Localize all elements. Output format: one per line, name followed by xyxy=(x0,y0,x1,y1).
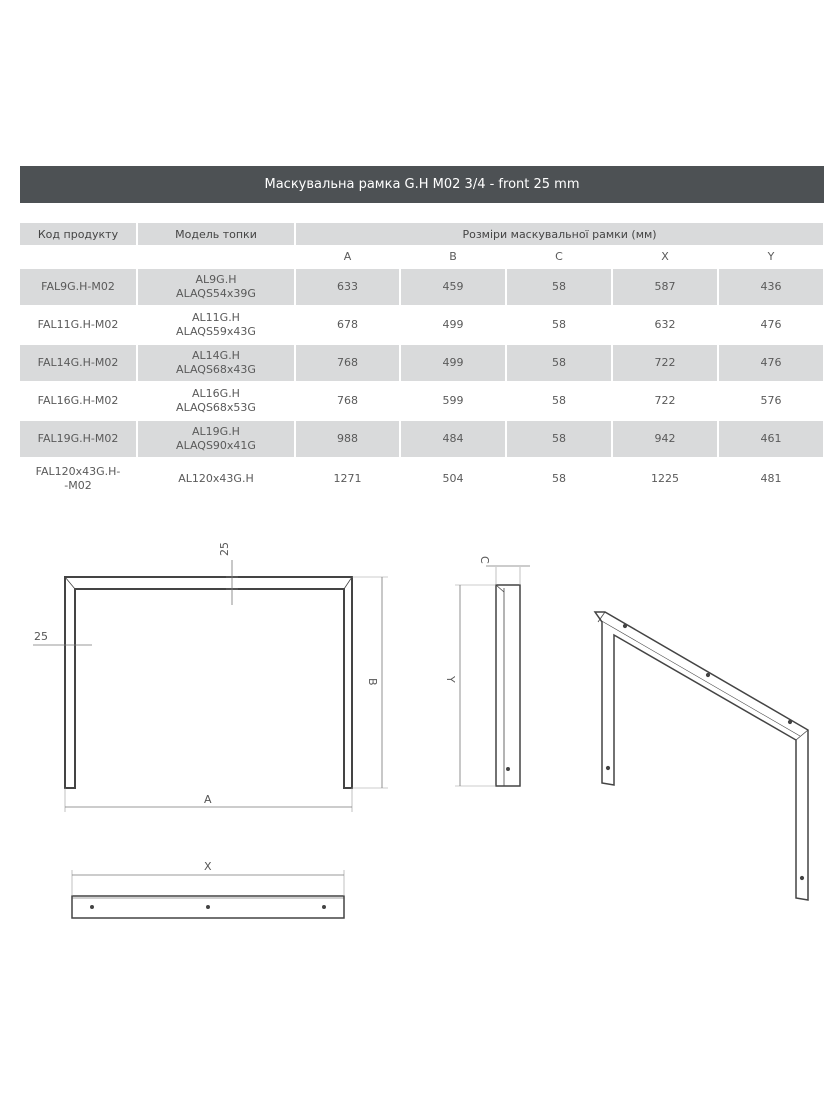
value-b: 459 xyxy=(400,268,506,306)
table-row xyxy=(20,382,824,420)
model-cell: AL120x43G.H xyxy=(137,458,295,499)
front-view-drawing xyxy=(33,560,388,812)
value-c: 58 xyxy=(506,268,612,306)
product-code: FAL9G.H-M02 xyxy=(20,268,137,306)
value-b: 499 xyxy=(400,344,506,382)
product-code: FAL19G.H-M02 xyxy=(20,420,137,458)
value-c: 58 xyxy=(506,344,612,382)
dimension-label-y: Y xyxy=(444,676,457,683)
product-code: FAL11G.H-M02 xyxy=(20,306,137,344)
technical-drawings xyxy=(0,520,840,960)
value-c: 58 xyxy=(506,306,612,344)
product-code: FAL14G.H-M02 xyxy=(20,344,137,382)
column-c: C xyxy=(555,249,563,263)
value-b: 599 xyxy=(400,382,506,420)
column-y: Y xyxy=(767,249,775,263)
value-x: 942 xyxy=(612,420,718,458)
isometric-view-drawing xyxy=(595,612,808,900)
value-x: 722 xyxy=(612,344,718,382)
value-y: 476 xyxy=(718,344,824,382)
value-x: 1225 xyxy=(612,458,718,499)
top-view-drawing xyxy=(72,870,344,918)
value-a: 1271 xyxy=(295,458,400,499)
header-product-code: Код продукту xyxy=(20,223,137,245)
value-b: 499 xyxy=(400,306,506,344)
value-c: 58 xyxy=(506,382,612,420)
value-a: 678 xyxy=(295,306,400,344)
value-c: 58 xyxy=(506,420,612,458)
dimension-label-top: 25 xyxy=(218,542,231,556)
value-x: 587 xyxy=(612,268,718,306)
value-y: 481 xyxy=(718,458,824,499)
value-a: 768 xyxy=(295,382,400,420)
value-b: 504 xyxy=(400,458,506,499)
value-x: 632 xyxy=(612,306,718,344)
model-cell: AL14G.H ALAQS68x43G xyxy=(137,344,295,382)
value-b: 484 xyxy=(400,420,506,458)
dimension-label-x: X xyxy=(204,860,212,873)
table-row xyxy=(20,268,824,306)
header-dimensions: Розміри маскувальної рамки (мм) xyxy=(295,223,824,245)
header-model: Модель топки xyxy=(137,223,295,245)
value-y: 576 xyxy=(718,382,824,420)
model-cell: AL11G.H ALAQS59x43G xyxy=(137,306,295,344)
dimension-label-c: C xyxy=(478,556,491,564)
dimension-label-b: B xyxy=(366,678,379,686)
table-row xyxy=(20,420,824,458)
value-y: 461 xyxy=(718,420,824,458)
value-a: 633 xyxy=(295,268,400,306)
table-title: Маскувальна рамка G.H M02 3/4 - front 25 mm xyxy=(20,166,824,203)
value-c: 58 xyxy=(506,458,612,499)
column-x: X xyxy=(661,249,669,263)
table-row xyxy=(20,306,824,344)
dimension-label-side: 25 xyxy=(34,630,48,643)
product-code: FAL16G.H-M02 xyxy=(20,382,137,420)
value-y: 476 xyxy=(718,306,824,344)
table-row xyxy=(20,344,824,382)
model-cell: AL19G.H ALAQS90x41G xyxy=(137,420,295,458)
frame-dimensions-table xyxy=(20,223,825,499)
table-row xyxy=(20,458,824,499)
model-cell: AL9G.H ALAQS54x39G xyxy=(137,268,295,306)
value-a: 768 xyxy=(295,344,400,382)
value-a: 988 xyxy=(295,420,400,458)
column-b: B xyxy=(449,249,457,263)
product-code: FAL120x43G.H- -M02 xyxy=(20,458,137,499)
dimension-label-a: A xyxy=(204,793,212,806)
column-a: A xyxy=(343,249,352,263)
value-y: 436 xyxy=(718,268,824,306)
model-cell: AL16G.H ALAQS68x53G xyxy=(137,382,295,420)
side-view-drawing xyxy=(455,566,530,786)
value-x: 722 xyxy=(612,382,718,420)
